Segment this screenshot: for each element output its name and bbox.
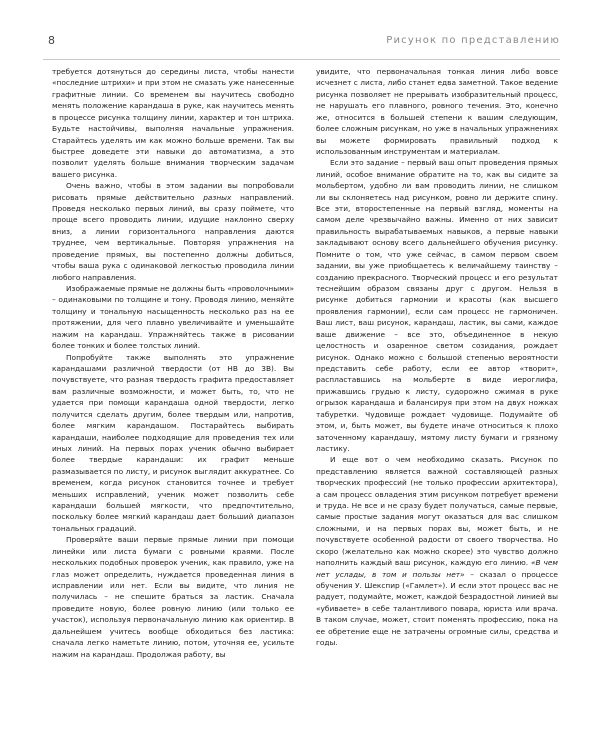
paragraph: Проверяйте ваши первые прямые линии при помощи линейки или листа бумаги с ровными краями. После нескольких подобных проверок ученик, как правило, уже на глаз может определить, нуждается проведенная линия в исправлении или нет. Если вы видите, что линия не получилась – не спешите браться за ластик. Сначала проведите новую, более ровную линию (или только ее участок), используя первоначальную линию как ориентир. В дальнейшем учитесь вообще обходиться без ластика: сначала легко наметьте линию, потом, уточняя ее, усильте нажим на карандаш. Продолжая работу, вы [52,535,294,659]
header-rule [43,59,560,60]
running-title: Рисунок по представлению [386,35,560,46]
paragraph: Изображаемые прямые не должны быть «проволочными» – одинаковыми по толщине и тону. Проводя линию, меняйте толщину и тональную насыщенность несколько раз на ее протяжении, для чего плавно увеличивайте и уменьшайте нажим на карандаш. Упражняйтесь также в рисовании более тонких и более толстых линий. [52,284,294,351]
paragraph: Если это задание – первый ваш опыт проведения прямых линий, особое внимание обратите на то, как вы сидите за мольбертом, удобно ли вам проводить линии, не слишком ли вы склоняетесь над рисунком, ровно ли держите спину. Все эти, второстепенные на первый взгляд, моменты на самом деле чрезвычайно важны. Именно от них зависит правильность вырабатываемых навыков, а первые навыки закладывают основу всего дальнейшего обучения рисунку. Помните о том, что уже сейчас, в самом первом своем задании, вы уже приобщаетесь к величайшему таинству – созданию прекрасного. Творческий процесс и его результат теснейшим образом связаны друг с другом. Нельзя в рисунке добиться гармонии и красоты (как высшего проявления гармонии), если сам процесс не гармоничен. Ваш лист, ваш рисунок, карандаш, ластик, вы сами, каждое ваше движение – все это, объединенное в некую целостность и озаренное светом созидания, рождает рисунок. Однако можно с большой степенью вероятности представить себе работу, если ее автор «творит», распластавшись на мольберте в виде иероглифа, прижавшись грудью к листу, судорожно сжимая в руке огрызок карандаша и балансируя при этом на двух ножках табуретки. Чудовище рождает чудовище. Подумайте об этом, и, быть может, вы будете иначе относиться к плохо заточенному карандашу, мятому листу бумаги и грязному ластику. [316,158,558,453]
paragraph: увидите, что первоначальная тонкая линия либо вовсе исчезнет с листа, либо станет едва заметной. Такое ведение рисунка позволяет не прерывать изобразительный процесс, не нарушать его плавного, ровного течения. Это, конечно же, относится в большей степени к вашим следующим, более сложным рисункам, но уже в начальных упражнениях вы можете формировать правильный подход к использованным инструментам и материалам. [316,67,558,156]
paragraph: Очень важно, чтобы в этом задании вы попробовали рисовать прямые действительно разных направлений. Проведя несколько первых линий, вы сразу поймете, что проще всего проводить линии, идущие наклонно сверху вниз, а линии горизонтального направления даются труднее, чем вертикальные. Повторяя упражнения на проведение прямых, вы постепенно должны добиться, чтобы ваша рука с одинаковой легкостью проводила линии любого направления. [52,181,295,282]
left-column [52,66,294,660]
paragraph: Попробуйте также выполнять это упражнение карандашами различной твердости (от НВ до 3В). Вы почувствуете, что разная твердость графита предоставляет вам различные возможности, и может быть, то, что не удается при помощи карандаша одной твердости, легко получится сделать другим, более твердым или, напротив, более мягким карандашом. Постарайтесь выбирать карандаши, наиболее подходящие для проведения тех или иных линий. На первых порах ученик обычно выбирает более твердые карандаши: их графит меньше размазывается по листу, и рисунок выглядит аккуратнее. Со временем, когда рисунок становится точнее и требует меньших исправлений, ученик может позволить себе карандаши большей мягкости, что предпочтительно, поскольку более мягкий карандаш дает больший диапазон тональных градаций. [52,352,294,533]
emphasis: разных [203,192,232,202]
paragraph: требуется дотянуться до середины листа, чтобы нанести «последние штрихи» и при этом не смазать уже нанесенные графитные линии. Со временем вы научитесь свободно менять положение карандаша в руке, как научитесь менять в процессе рисунка толщину линии, характер и тон штриха. Будьте настойчивы, выполняя начальные упражнения. Старайтесь уделять им как можно больше времени. Так вы быстрее доведете эти навыки до автоматизма, а это позволит уделять больше внимания творческим задачам вашего рисунка. [52,67,294,179]
emphasis: «В чем нет услады, в том и пользы нет» [316,558,558,579]
page-number: 8 [48,34,55,47]
right-column [316,66,558,649]
paragraph: И еще вот о чем необходимо сказать. Рисунок по представлению является важной составляющей разных творческих профессий (не только профессии архитектора), а сам процесс овладения этим рисунком потребует времени и труда. Не все и не сразу будет получаться, самые первые, самые простые задания могут оказаться для вас слишком сложными, и на первых порах вы, может быть, и не почувствуете особенной радости от своего творчества. Но скоро (желательно как можно скорее) это чувство должно наполнить каждый ваш рисунок, каждую его линию. «В чем нет услады, в том и пользы нет» – сказал о процессе обучения У. Шекспир («Гамлет»). И если этот процесс вас не радует, подумайте, может, каждой безрадостной линией вы «убиваете» в себе талантливого повара, юриста или врача. В таком случае, может, стоит поменять профессию, пока на ее обретение еще не затрачены огромные силы, средства и годы. [316,455,558,648]
